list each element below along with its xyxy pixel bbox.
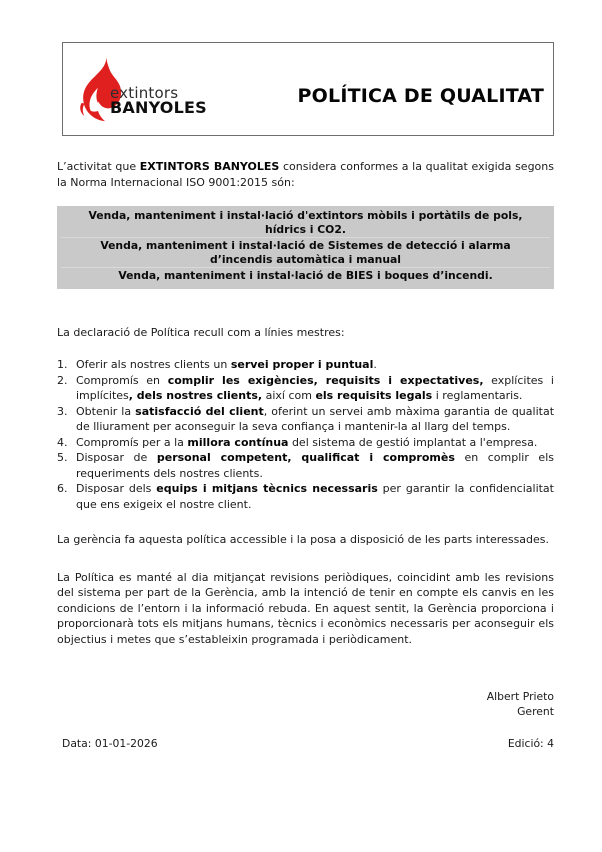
footer-edition: Edició: 4: [507, 737, 554, 750]
list-item-text: Compromís per a la millora contínua del sistema de gestió implantat a l'empresa.: [76, 435, 538, 449]
list-item-number: 6.: [57, 482, 68, 495]
intro-paragraph: L’activitat que EXTINTORS BANYOLES considera conformes a la qualitat exigida segons la Norma Internacional ISO 9001:2015 són:: [57, 160, 554, 189]
scope-row: Venda, manteniment i instal·lació de Sistemes de detecció i alarma d’incendis automàtica i manual: [61, 237, 550, 267]
list-item: [57, 435, 554, 451]
list-item-number: 1.: [57, 358, 68, 371]
declaration-intro: La declaració de Política recull com a línies mestres:: [57, 325, 345, 339]
signature-role: Gerent: [517, 705, 554, 718]
list-item-number: 3.: [57, 404, 68, 418]
page-title: POLÍTICA DE QUALITAT: [297, 85, 544, 107]
paragraph-accessibility: La gerència fa aquesta política accessible i la posa a disposició de les parts interessades.: [57, 533, 550, 546]
list-item-number: 2.: [57, 373, 68, 387]
list-item-text: Disposar dels equips i mitjans tècnics necessaris per garantir la confidencialitat que ens exigeix el nostre client.: [76, 482, 554, 511]
signature-block: [57, 689, 554, 719]
company-logo: [63, 51, 285, 127]
list-item-text: Disposar de personal competent, qualificat i compromès en complir els requeriments dels nostres clients.: [76, 451, 554, 480]
policy-list: [57, 357, 554, 512]
scope-row: Venda, manteniment i instal·lació d'extintors mòbils i portàtils de pols, hídrics i CO2.: [88, 209, 523, 236]
footer-date: Data: 01-01-2026: [62, 737, 158, 750]
list-item-text: Oferir als nostres clients un servei proper i puntual.: [76, 358, 377, 371]
logo-text: [110, 84, 207, 117]
scope-row: Venda, manteniment i instal·lació de BIES i boques d’incendi.: [61, 267, 550, 284]
signature-name: Albert Prieto: [486, 690, 554, 703]
logo-name-top: extintors: [110, 84, 179, 102]
logo-name-bottom: BANYOLES: [110, 98, 207, 117]
list-item: [57, 373, 554, 404]
header-box: [62, 42, 554, 136]
list-item-number: 5.: [57, 451, 68, 464]
scope-box: [57, 206, 554, 289]
paragraph-review: La Política es manté al dia mitjançat revisions periòdiques, coincidint amb les revisions del sistema per part de la Gerència, amb la intenció de tenir en compte els canvis en les condicions de l’entorn i la informació rebuda. En aquest sentit, la Gerència proporciona i proporcionarà tots els mitjans humans, tècnics i econòmics necessaris per aconseguir els objectius i metes que s’estableixin programada i periòdicament.: [57, 570, 554, 646]
page-footer: [57, 737, 554, 750]
list-item-text: Obtenir la satisfacció del client, oferint un servei amb màxima garantia de qualitat de lliurament per aconseguir la seva confiança i mantenir-la al llarg del temps.: [76, 404, 555, 433]
list-item-number: 4.: [57, 435, 68, 449]
list-item: [57, 481, 554, 512]
list-item: [57, 404, 554, 435]
list-item-text: Compromís en complir les exigències, requisits i expectatives, explícites i implícites, dels nostres clients, així com els requisits legals i reglamentaris.: [76, 373, 554, 402]
list-item: [57, 450, 554, 481]
list-item: [57, 357, 554, 373]
